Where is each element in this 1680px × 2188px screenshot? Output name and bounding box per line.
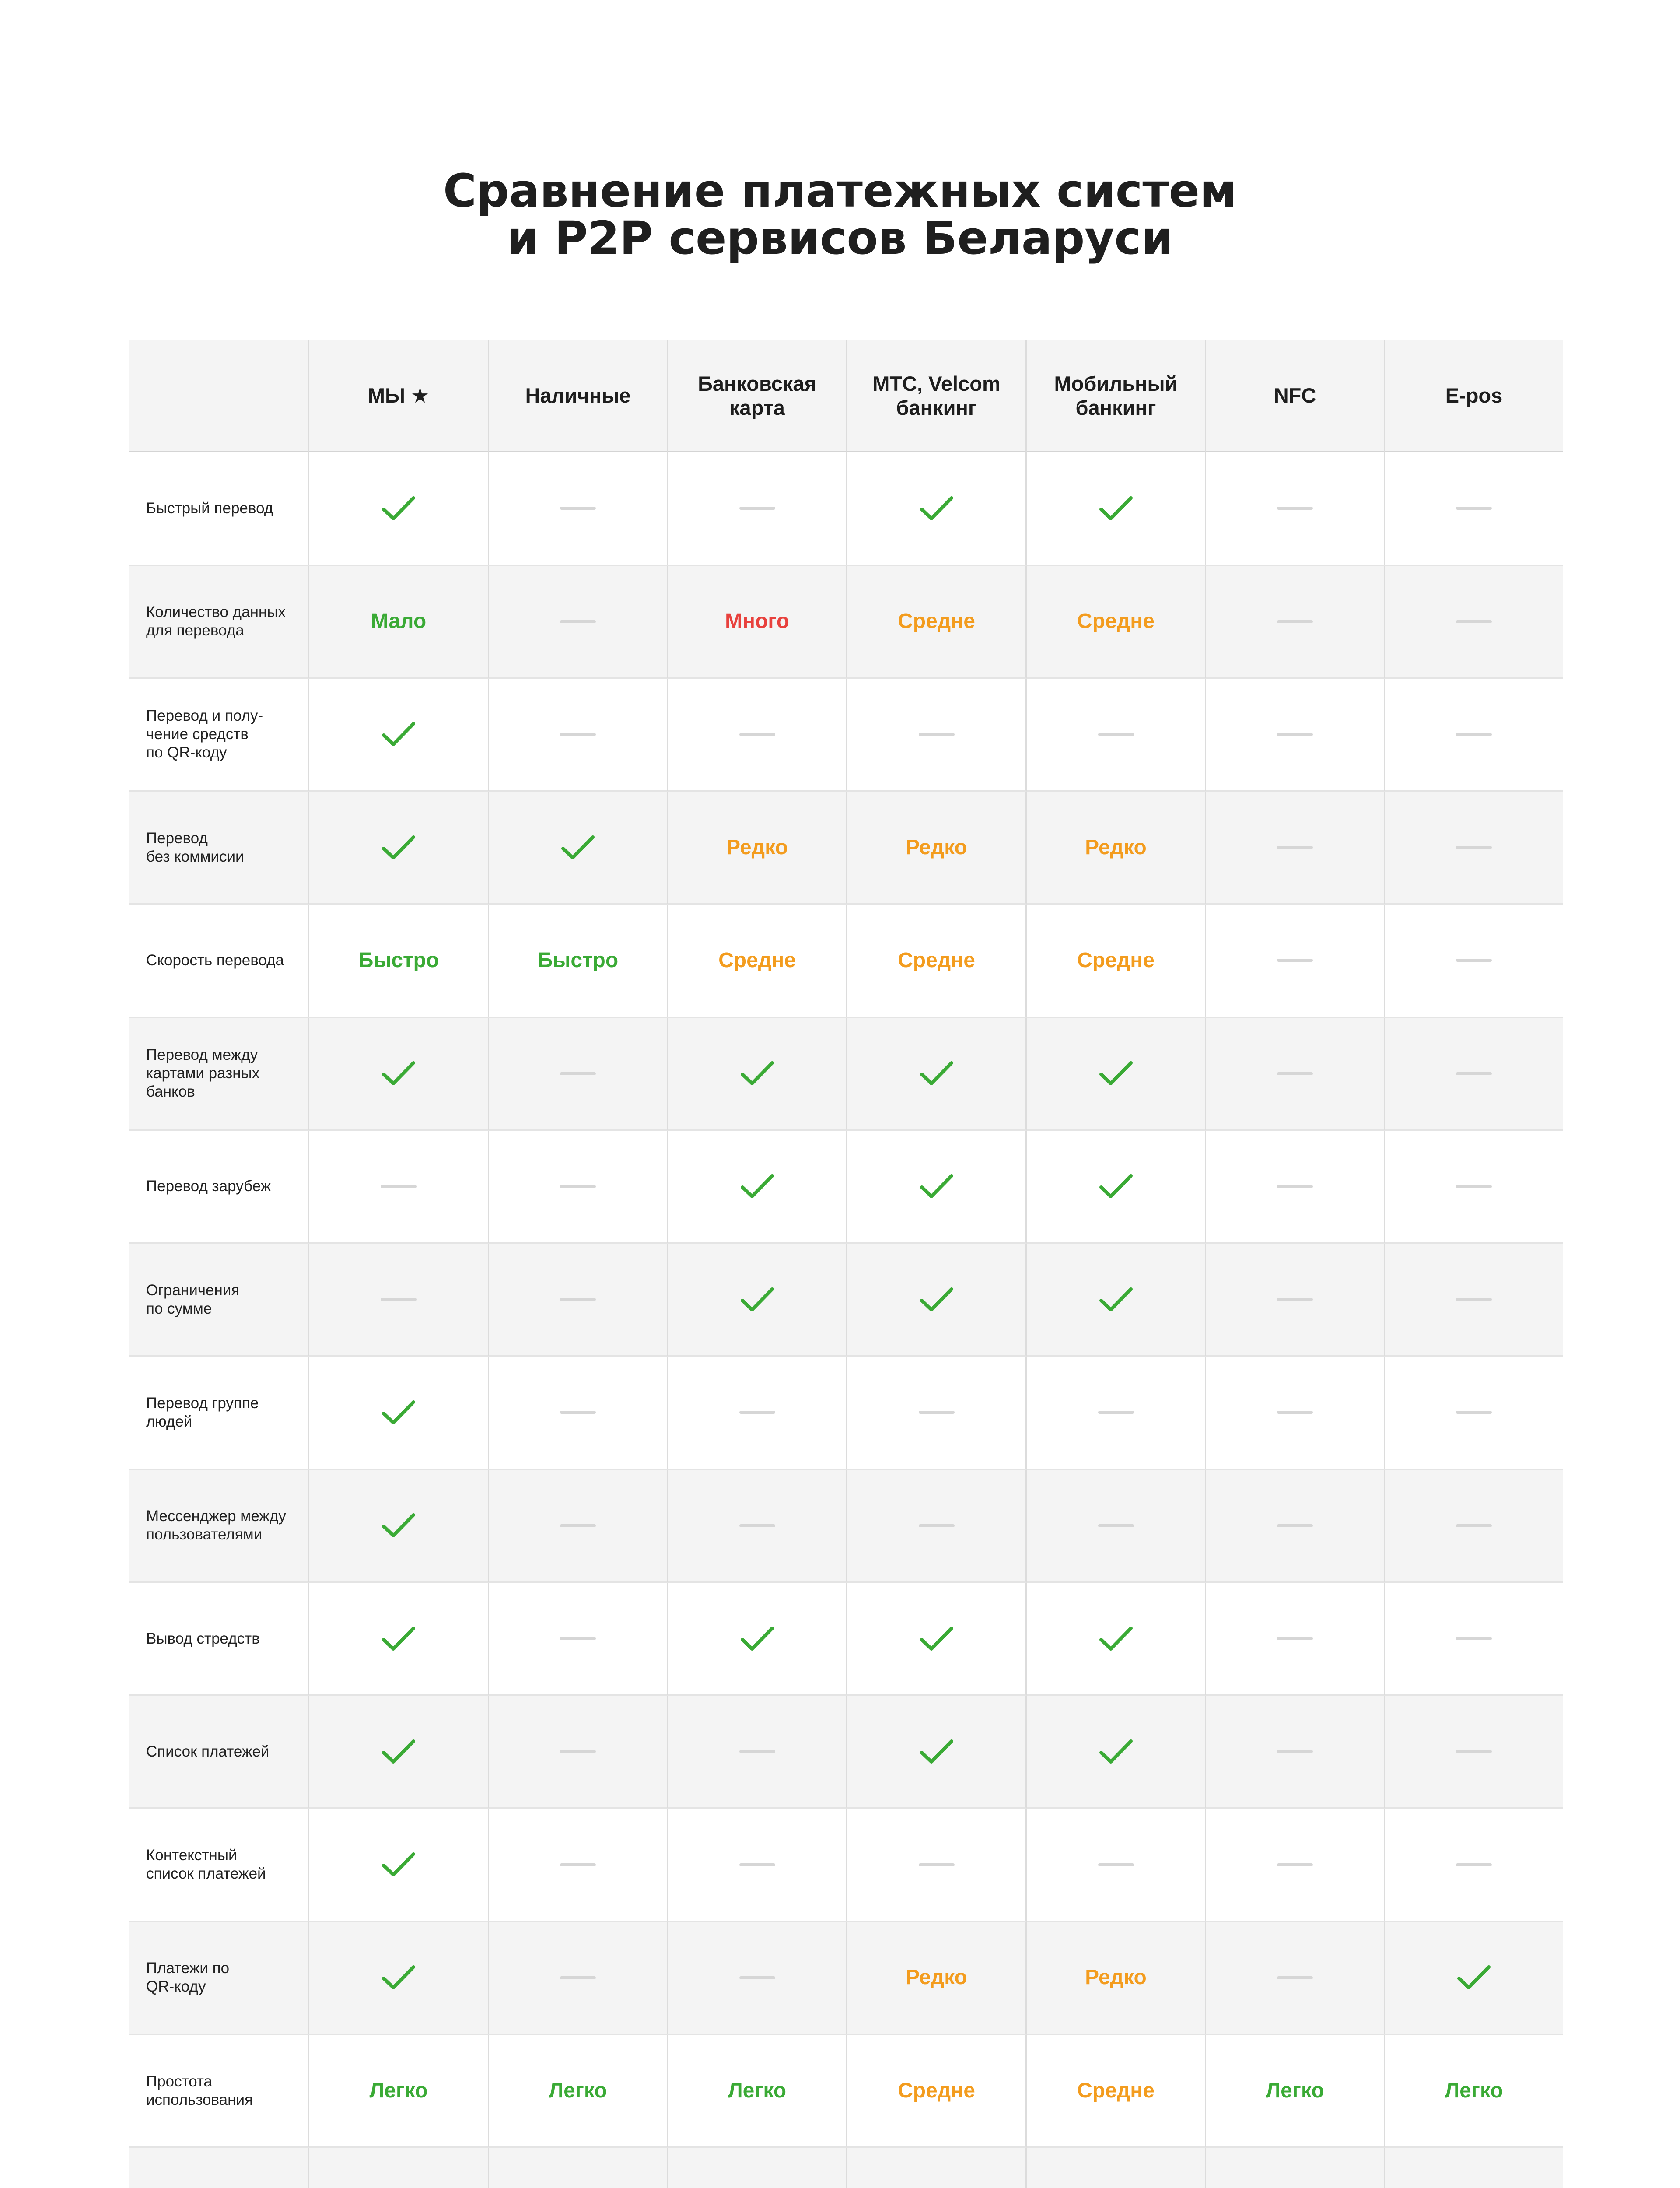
table-cell-bank-card <box>668 1696 847 1809</box>
table-cell-bank-card <box>668 679 847 792</box>
table-cell-nfc <box>1206 679 1385 792</box>
cell-value: Средне <box>718 948 796 972</box>
table-cell-mts-velcom-banking <box>847 1696 1027 1809</box>
dash-icon <box>1098 733 1134 736</box>
table-cell-e-pos <box>1385 1809 1563 1922</box>
dash-icon <box>1456 846 1492 849</box>
dash-icon <box>739 507 775 510</box>
row-label: Перевод и полу- чение средств по QR-коду <box>130 679 309 792</box>
row-label: Вывод стредств <box>130 1583 309 1696</box>
table-cell-cash <box>489 1357 668 1469</box>
row-label: Перевод зарубеж <box>130 1131 309 1244</box>
cell-value: Редко <box>906 835 967 859</box>
row-label: Простота использования <box>130 2035 309 2148</box>
dash-icon <box>1456 1524 1492 1527</box>
cell-value: Редко <box>906 1966 967 1989</box>
dash-icon <box>1456 1185 1492 1188</box>
table-cell-cash <box>489 792 668 905</box>
column-header-label: E-pos <box>1445 384 1503 407</box>
table-cell-nfc <box>1206 1131 1385 1244</box>
table-cell-e-pos <box>1385 1357 1563 1469</box>
table-cell-nfc <box>1206 1922 1385 2035</box>
table-cell-mobile-banking <box>1027 1922 1206 2035</box>
dash-icon <box>1098 1411 1134 1414</box>
check-icon <box>382 1399 416 1426</box>
dash-icon <box>1277 846 1313 849</box>
dash-icon <box>560 507 596 510</box>
table-cell-bank-card <box>668 1470 847 1583</box>
table-cell-cash <box>489 2035 668 2148</box>
row-label <box>130 2148 309 2188</box>
check-icon <box>740 1625 774 1652</box>
dash-icon <box>560 1637 596 1640</box>
dash-icon <box>560 1185 596 1188</box>
table-cell-mts-velcom-banking <box>847 1018 1027 1131</box>
row-label: Мессенджер между пользователями <box>130 1470 309 1583</box>
table-cell-e-pos <box>1385 1470 1563 1583</box>
table-cell-bank-card <box>668 792 847 905</box>
table-cell-cash <box>489 2148 668 2188</box>
check-icon <box>382 1625 416 1652</box>
cell-value: Быстро <box>537 948 619 972</box>
dash-icon <box>1456 959 1492 962</box>
column-header-label: Наличные <box>525 384 631 407</box>
dash-icon <box>919 733 955 736</box>
table-cell-e-pos <box>1385 2035 1563 2148</box>
table-cell-us <box>309 1357 489 1469</box>
table-cell-nfc <box>1206 1357 1385 1469</box>
row-label: Перевод группе людей <box>130 1357 309 1469</box>
table-cell-us <box>309 1131 489 1244</box>
dash-icon <box>1277 1298 1313 1301</box>
table-cell-nfc <box>1206 452 1385 565</box>
dash-icon <box>1277 733 1313 736</box>
table-cell-us <box>309 792 489 905</box>
table-cell-us <box>309 1470 489 1583</box>
table-cell-mobile-banking <box>1027 1357 1206 1469</box>
row-label: Контекстный список платежей <box>130 1809 309 1922</box>
table-cell-us <box>309 679 489 792</box>
check-icon <box>1457 1964 1491 1991</box>
dash-icon <box>1456 1750 1492 1753</box>
table-cell-cash <box>489 905 668 1017</box>
table-cell-mts-velcom-banking <box>847 1470 1027 1583</box>
table-cell-cash <box>489 1696 668 1809</box>
table-cell-us <box>309 1583 489 1696</box>
table-cell-nfc <box>1206 1696 1385 1809</box>
row-label: Быстрый перевод <box>130 452 309 565</box>
column-header-label: МТС, Velcom банкинг <box>872 372 1001 419</box>
check-icon <box>382 1964 416 1991</box>
cell-value: Средне <box>1077 610 1155 633</box>
page-title <box>0 164 1680 265</box>
cell-value: Редко <box>726 835 788 859</box>
dash-icon <box>1277 620 1313 623</box>
table-cell-mobile-banking <box>1027 792 1206 905</box>
table-cell-us <box>309 1018 489 1131</box>
check-icon <box>382 495 416 522</box>
column-header-label: МЫ ★ <box>368 384 430 407</box>
title-line-2: и P2P сервисов Беларуси <box>507 211 1173 265</box>
check-icon <box>382 721 416 748</box>
check-icon <box>920 495 954 522</box>
dash-icon <box>1277 959 1313 962</box>
dash-icon <box>1456 507 1492 510</box>
cell-value: Средне <box>898 610 975 633</box>
dash-icon <box>560 1863 596 1866</box>
check-icon <box>920 1173 954 1200</box>
row-label: Список платежей <box>130 1696 309 1809</box>
dash-icon <box>381 1185 416 1188</box>
dash-icon <box>560 1976 596 1979</box>
column-header-cash <box>489 340 668 452</box>
dash-icon <box>739 1976 775 1979</box>
table-cell-mts-velcom-banking <box>847 679 1027 792</box>
dash-icon <box>1098 1863 1134 1866</box>
table-cell-cash <box>489 679 668 792</box>
check-icon <box>382 1851 416 1878</box>
table-cell-nfc <box>1206 2035 1385 2148</box>
dash-icon <box>1277 1411 1313 1414</box>
cell-value: Легко <box>1266 2079 1324 2102</box>
cell-value: Средне <box>898 2079 975 2102</box>
table-cell-nfc <box>1206 2148 1385 2188</box>
table-cell-cash <box>489 1809 668 1922</box>
dash-icon <box>1456 1411 1492 1414</box>
table-cell-e-pos <box>1385 1244 1563 1357</box>
cell-value: Легко <box>369 2079 428 2102</box>
table-cell-mobile-banking <box>1027 1131 1206 1244</box>
table-cell-bank-card <box>668 905 847 1017</box>
table-cell-nfc <box>1206 905 1385 1017</box>
table-cell-us <box>309 566 489 679</box>
table-cell-us <box>309 1244 489 1357</box>
dash-icon <box>560 733 596 736</box>
dash-icon <box>381 1298 416 1301</box>
table-cell-mobile-banking <box>1027 1809 1206 1922</box>
table-cell-e-pos <box>1385 1583 1563 1696</box>
cell-value: Мало <box>371 610 427 633</box>
column-header-e-pos <box>1385 340 1563 452</box>
table-cell-bank-card <box>668 566 847 679</box>
check-icon <box>740 1286 774 1313</box>
table-cell-mts-velcom-banking <box>847 452 1027 565</box>
table-cell-mts-velcom-banking <box>847 1357 1027 1469</box>
row-label: Платежи по QR-коду <box>130 1922 309 2035</box>
table-cell-cash <box>489 452 668 565</box>
dash-icon <box>739 1750 775 1753</box>
dash-icon <box>1456 1637 1492 1640</box>
table-cell-bank-card <box>668 2148 847 2188</box>
row-label: Ограничения по сумме <box>130 1244 309 1357</box>
check-icon <box>920 1286 954 1313</box>
table-cell-bank-card <box>668 2035 847 2148</box>
row-label: Скорость перевода <box>130 905 309 1017</box>
check-icon <box>382 1060 416 1087</box>
dash-icon <box>919 1863 955 1866</box>
table-cell-cash <box>489 1131 668 1244</box>
table-cell-e-pos <box>1385 1018 1563 1131</box>
dash-icon <box>560 1750 596 1753</box>
table-cell-e-pos <box>1385 1922 1563 2035</box>
table-cell-bank-card <box>668 1018 847 1131</box>
table-cell-e-pos <box>1385 1131 1563 1244</box>
check-icon <box>1099 1060 1133 1087</box>
table-cell-mobile-banking <box>1027 2148 1206 2188</box>
table-cell-mts-velcom-banking <box>847 1244 1027 1357</box>
table-cell-mobile-banking <box>1027 1696 1206 1809</box>
dash-icon <box>919 1411 955 1414</box>
table-cell-e-pos <box>1385 792 1563 905</box>
dash-icon <box>1277 1524 1313 1527</box>
check-icon <box>1099 1286 1133 1313</box>
table-cell-e-pos <box>1385 905 1563 1017</box>
header-corner-cell <box>130 340 309 452</box>
cell-value: Средне <box>1077 948 1155 972</box>
cell-value: Средне <box>898 948 975 972</box>
dash-icon <box>739 1411 775 1414</box>
row-label: Количество данных для перевода <box>130 566 309 679</box>
table-cell-mts-velcom-banking <box>847 1922 1027 2035</box>
table-cell-mobile-banking <box>1027 1583 1206 1696</box>
comparison-table <box>130 340 1563 2188</box>
dash-icon <box>1456 1298 1492 1301</box>
cell-value: Легко <box>728 2079 787 2102</box>
table-cell-cash <box>489 1018 668 1131</box>
table-cell-bank-card <box>668 1583 847 1696</box>
table-cell-mobile-banking <box>1027 2035 1206 2148</box>
cell-value: Много <box>725 610 789 633</box>
dash-icon <box>560 1298 596 1301</box>
dash-icon <box>1098 1524 1134 1527</box>
table-cell-mts-velcom-banking <box>847 1131 1027 1244</box>
column-header-mts-velcom-banking <box>847 340 1027 452</box>
table-cell-nfc <box>1206 1018 1385 1131</box>
dash-icon <box>739 1863 775 1866</box>
table-cell-us <box>309 2148 489 2188</box>
table-cell-nfc <box>1206 1809 1385 1922</box>
dash-icon <box>1277 1637 1313 1640</box>
table-cell-us <box>309 1696 489 1809</box>
check-icon <box>1099 1738 1133 1765</box>
dash-icon <box>1456 733 1492 736</box>
check-icon <box>382 1738 416 1765</box>
table-cell-us <box>309 2035 489 2148</box>
cell-value: Средне <box>1077 2079 1155 2102</box>
dash-icon <box>1277 1750 1313 1753</box>
cell-value: Быстро <box>358 948 439 972</box>
dash-icon <box>1456 1072 1492 1075</box>
check-icon <box>740 1060 774 1087</box>
table-cell-bank-card <box>668 1131 847 1244</box>
dash-icon <box>1277 1863 1313 1866</box>
table-cell-cash <box>489 1922 668 2035</box>
title-line-1: Сравнение платежных систем <box>443 164 1237 217</box>
table-cell-mts-velcom-banking <box>847 792 1027 905</box>
check-icon <box>920 1738 954 1765</box>
table-cell-mobile-banking <box>1027 905 1206 1017</box>
table-cell-bank-card <box>668 1922 847 2035</box>
table-cell-mts-velcom-banking <box>847 2148 1027 2188</box>
table-cell-mts-velcom-banking <box>847 2035 1027 2148</box>
table-cell-nfc <box>1206 1583 1385 1696</box>
cell-value: Редко <box>1085 1966 1147 1989</box>
column-header-mobile-banking <box>1027 340 1206 452</box>
table-cell-e-pos <box>1385 566 1563 679</box>
table-cell-us <box>309 1922 489 2035</box>
table-cell-mts-velcom-banking <box>847 1809 1027 1922</box>
dash-icon <box>919 1524 955 1527</box>
table-cell-nfc <box>1206 1244 1385 1357</box>
table-cell-e-pos <box>1385 452 1563 565</box>
dash-icon <box>560 1411 596 1414</box>
table-cell-mobile-banking <box>1027 1018 1206 1131</box>
dash-icon <box>1277 1072 1313 1075</box>
dash-icon <box>1277 507 1313 510</box>
check-icon <box>1099 1625 1133 1652</box>
table-cell-mobile-banking <box>1027 1470 1206 1583</box>
check-icon <box>382 834 416 861</box>
dash-icon <box>560 1524 596 1527</box>
table-cell-e-pos <box>1385 679 1563 792</box>
dash-icon <box>1456 1863 1492 1866</box>
check-icon <box>920 1060 954 1087</box>
cell-value: Легко <box>549 2079 607 2102</box>
dash-icon <box>560 1072 596 1075</box>
table-cell-mobile-banking <box>1027 679 1206 792</box>
table-cell-mts-velcom-banking <box>847 1583 1027 1696</box>
column-header-us <box>309 340 489 452</box>
table-cell-bank-card <box>668 452 847 565</box>
column-header-label: Мобильный банкинг <box>1054 372 1178 419</box>
check-icon <box>382 1512 416 1539</box>
table-cell-e-pos <box>1385 1696 1563 1809</box>
table-cell-bank-card <box>668 1809 847 1922</box>
column-header-label: Банковская карта <box>698 372 816 419</box>
table-cell-mobile-banking <box>1027 1244 1206 1357</box>
table-cell-bank-card <box>668 1244 847 1357</box>
check-icon <box>920 1625 954 1652</box>
table-cell-us <box>309 452 489 565</box>
dash-icon <box>1277 1976 1313 1979</box>
dash-icon <box>1456 620 1492 623</box>
column-header-bank-card <box>668 340 847 452</box>
table-cell-mobile-banking <box>1027 452 1206 565</box>
table-cell-cash <box>489 1470 668 1583</box>
cell-value: Редко <box>1085 835 1147 859</box>
table-cell-mts-velcom-banking <box>847 905 1027 1017</box>
dash-icon <box>1277 1185 1313 1188</box>
table-cell-cash <box>489 1583 668 1696</box>
check-icon <box>561 834 595 861</box>
table-cell-us <box>309 1809 489 1922</box>
column-header-nfc <box>1206 340 1385 452</box>
table-cell-e-pos <box>1385 2148 1563 2188</box>
column-header-label: NFC <box>1274 384 1316 407</box>
table-cell-nfc <box>1206 792 1385 905</box>
table-cell-nfc <box>1206 566 1385 679</box>
table-cell-mobile-banking <box>1027 566 1206 679</box>
dash-icon <box>560 620 596 623</box>
table-cell-nfc <box>1206 1470 1385 1583</box>
dash-icon <box>739 733 775 736</box>
dash-icon <box>739 1524 775 1527</box>
table-cell-bank-card <box>668 1357 847 1469</box>
row-label: Перевод между картами разных банков <box>130 1018 309 1131</box>
table-cell-us <box>309 905 489 1017</box>
table-cell-cash <box>489 566 668 679</box>
check-icon <box>1099 495 1133 522</box>
check-icon <box>1099 1173 1133 1200</box>
table-cell-mts-velcom-banking <box>847 566 1027 679</box>
check-icon <box>740 1173 774 1200</box>
cell-value: Легко <box>1445 2079 1503 2102</box>
row-label: Перевод без коммисии <box>130 792 309 905</box>
table-cell-cash <box>489 1244 668 1357</box>
